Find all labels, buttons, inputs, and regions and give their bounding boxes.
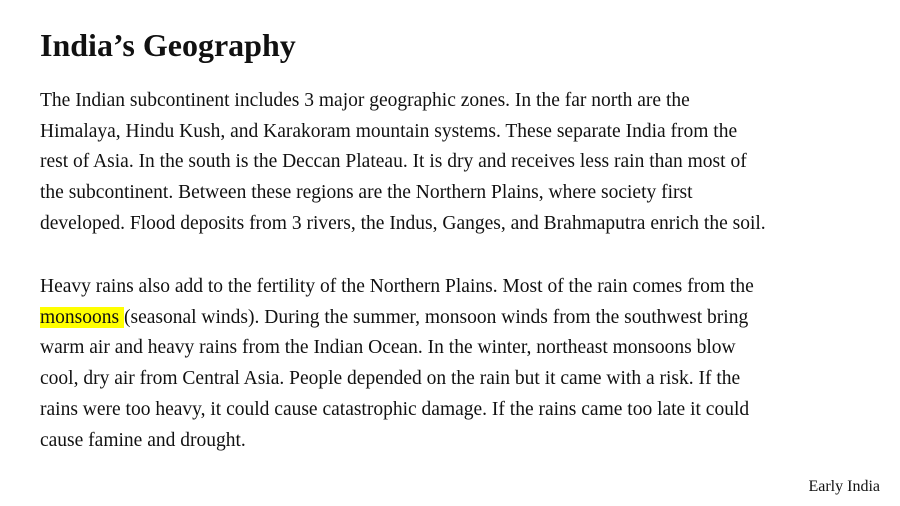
paragraph-line: warm air and heavy rains from the Indian Ocean. In the winter, northeast monsoons blow — [40, 337, 736, 359]
paragraph-line: rains were too heavy, it could cause catastrophic damage. If the rains came too late it could — [40, 398, 750, 420]
paragraph-line: The Indian subcontinent includes 3 major geographic zones. In the far north are the — [40, 90, 690, 111]
paragraph-monsoons — [40, 272, 880, 456]
slide-footer: Early India — [808, 478, 880, 495]
paragraph-line: the subcontinent. Between these regions are the Northern Plains, where society first — [40, 182, 693, 204]
paragraph-line: cool, dry air from Central Asia. People depended on the rain but it came with a risk. If the — [40, 368, 741, 390]
paragraph-geographic-zones — [40, 86, 880, 240]
paragraph-line: cause famine and drought. — [40, 429, 246, 451]
paragraph-line: developed. Flood deposits from 3 rivers, the Indus, Ganges, and Brahmaputra enrich the soil. — [40, 212, 766, 234]
paragraph-line: Himalaya, Hindu Kush, and Karakoram mountain systems. These separate India from the — [40, 120, 738, 142]
paragraph-line — [40, 303, 880, 334]
highlighted-term-monsoons: monsoons — [40, 306, 124, 328]
paragraph-line: rest of Asia. In the south is the Deccan Plateau. It is dry and receives less rain than most of — [40, 151, 747, 173]
paragraph-text: (seasonal winds). During the summer, monsoon winds from the southwest bring — [123, 306, 749, 328]
slide-title: India’s Geography — [40, 27, 296, 63]
paragraph-line: Heavy rains also add to the fertility of the Northern Plains. Most of the rain comes from the — [40, 276, 754, 297]
